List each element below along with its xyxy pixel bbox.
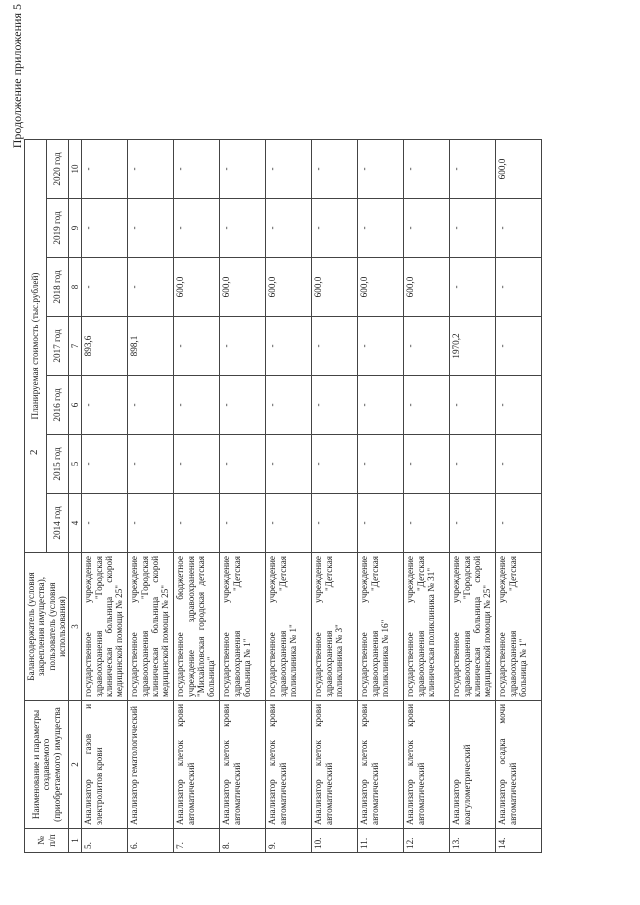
- balance-holder: государственное учреждение здравоохранения "Детская клиническая поликлиника № 31": [404, 553, 450, 701]
- item-name: Анализатор клеток крови автоматический: [266, 701, 312, 829]
- cost-value: -: [128, 199, 174, 258]
- header-year: 2018 год: [47, 258, 69, 317]
- cost-value: -: [450, 435, 496, 494]
- cost-value: -: [404, 494, 450, 553]
- property-table: [24, 139, 542, 853]
- cost-value: 600,0: [496, 140, 542, 199]
- cost-value: -: [174, 376, 220, 435]
- row-number: 10.: [312, 829, 358, 853]
- table-row: [82, 140, 128, 853]
- column-number: 1: [69, 829, 82, 853]
- table-row: [496, 140, 542, 853]
- header-year: 2015 год: [47, 435, 69, 494]
- balance-holder: государственное учреждение здравоохранения "Детская больница № 1": [496, 553, 542, 701]
- cost-value: -: [220, 376, 266, 435]
- cost-value: -: [128, 494, 174, 553]
- cost-value: -: [496, 258, 542, 317]
- header-year: 2017 год: [47, 317, 69, 376]
- column-number: 4: [69, 494, 82, 553]
- header-num: № п/п: [25, 829, 69, 853]
- cost-value: -: [358, 376, 404, 435]
- cost-value: -: [450, 376, 496, 435]
- cost-value: -: [450, 494, 496, 553]
- item-name: Анализатор газов и электролитов крови: [82, 701, 128, 829]
- cost-value: -: [220, 199, 266, 258]
- cost-value: 893,6: [82, 317, 128, 376]
- table-row: [266, 140, 312, 853]
- column-number: 8: [69, 258, 82, 317]
- row-number: 9.: [266, 829, 312, 853]
- table-row: [404, 140, 450, 853]
- cost-value: -: [174, 140, 220, 199]
- cost-value: -: [220, 317, 266, 376]
- header-year: 2019 год: [47, 199, 69, 258]
- balance-holder: государственное учреждение здравоохранения "Детская поликлиника № 3": [312, 553, 358, 701]
- cost-value: -: [358, 140, 404, 199]
- cost-value: -: [82, 435, 128, 494]
- header-year: 2016 год: [47, 376, 69, 435]
- cost-value: -: [266, 140, 312, 199]
- cost-value: -: [312, 376, 358, 435]
- cost-value: -: [128, 140, 174, 199]
- cost-value: -: [496, 199, 542, 258]
- column-number: 3: [69, 553, 82, 701]
- cost-value: -: [266, 435, 312, 494]
- cost-value: 600,0: [266, 258, 312, 317]
- cost-value: -: [128, 376, 174, 435]
- balance-holder: государственное учреждение здравоохранения "Городская клиническая больница скорой медицинской помощи № 25": [450, 553, 496, 701]
- item-name: Анализатор клеток крови автоматический: [358, 701, 404, 829]
- cost-value: -: [266, 494, 312, 553]
- cost-value: -: [358, 435, 404, 494]
- column-numbers-row: [69, 140, 82, 853]
- balance-holder: государственное учреждение здравоохранения "Детская поликлиника № 1": [266, 553, 312, 701]
- cost-value: -: [82, 376, 128, 435]
- cost-value: -: [128, 258, 174, 317]
- header-year: 2020 год: [47, 140, 69, 199]
- cost-value: -: [312, 199, 358, 258]
- cost-value: -: [82, 258, 128, 317]
- cost-value: 600,0: [358, 258, 404, 317]
- header-holder: Балансодержатель (условия закрепления имущества), пользователь (условия использования): [25, 553, 69, 701]
- column-number: 7: [69, 317, 82, 376]
- cost-value: -: [266, 317, 312, 376]
- page-number: 2: [28, 449, 40, 455]
- column-number: 2: [69, 701, 82, 829]
- header-planned-cost: Планируемая стоимость (тыс.рублей): [25, 140, 47, 553]
- table-row: [312, 140, 358, 853]
- cost-value: 600,0: [312, 258, 358, 317]
- row-number: 13.: [450, 829, 496, 853]
- item-name: Анализатор клеток крови автоматический: [174, 701, 220, 829]
- cost-value: -: [82, 494, 128, 553]
- table-row: [450, 140, 496, 853]
- cost-value: -: [174, 494, 220, 553]
- balance-holder: государственное учреждение здравоохранения "Детская больница № 1": [220, 553, 266, 701]
- cost-value: -: [496, 494, 542, 553]
- row-number: 12.: [404, 829, 450, 853]
- item-name: Анализатор осадка мочи автоматический: [496, 701, 542, 829]
- cost-value: -: [404, 317, 450, 376]
- row-number: 6.: [128, 829, 174, 853]
- column-number: 10: [69, 140, 82, 199]
- cost-value: -: [312, 435, 358, 494]
- column-number: 6: [69, 376, 82, 435]
- item-name: Анализатор гематологический: [128, 701, 174, 829]
- cost-value: -: [128, 435, 174, 494]
- row-number: 14.: [496, 829, 542, 853]
- cost-value: -: [220, 494, 266, 553]
- cost-value: 1970,2: [450, 317, 496, 376]
- item-name: Анализатор клеток крови автоматический: [220, 701, 266, 829]
- cost-value: -: [450, 258, 496, 317]
- cost-value: -: [404, 140, 450, 199]
- cost-value: -: [220, 140, 266, 199]
- cost-value: -: [358, 199, 404, 258]
- item-name: Анализатор клеток крови автоматический: [404, 701, 450, 829]
- header-year: 2014 год: [47, 494, 69, 553]
- cost-value: -: [450, 140, 496, 199]
- cost-value: -: [358, 317, 404, 376]
- cost-value: -: [82, 199, 128, 258]
- table-row: [128, 140, 174, 853]
- cost-value: 898,1: [128, 317, 174, 376]
- row-number: 7.: [174, 829, 220, 853]
- cost-value: -: [312, 140, 358, 199]
- cost-value: -: [404, 376, 450, 435]
- cost-value: -: [312, 494, 358, 553]
- cost-value: -: [496, 376, 542, 435]
- column-number: 5: [69, 435, 82, 494]
- header-name: Наименование и параметры создаваемого (приобретаемого) имущества: [25, 701, 69, 829]
- cost-value: -: [496, 435, 542, 494]
- cost-value: -: [82, 140, 128, 199]
- cost-value: -: [450, 199, 496, 258]
- cost-value: -: [404, 199, 450, 258]
- item-name: Анализатор коагулометрический: [450, 701, 496, 829]
- row-number: 11.: [358, 829, 404, 853]
- cost-value: -: [174, 435, 220, 494]
- cost-value: -: [174, 317, 220, 376]
- cost-value: -: [404, 435, 450, 494]
- cost-value: 600,0: [220, 258, 266, 317]
- row-number: 8.: [220, 829, 266, 853]
- cost-value: 600,0: [174, 258, 220, 317]
- cost-value: -: [266, 199, 312, 258]
- column-number: 9: [69, 199, 82, 258]
- cost-value: -: [496, 317, 542, 376]
- balance-holder: государственное учреждение здравоохранения "Детская поликлиника № 16": [358, 553, 404, 701]
- table-row: [220, 140, 266, 853]
- cost-value: -: [312, 317, 358, 376]
- cost-value: -: [174, 199, 220, 258]
- table-body: [82, 140, 542, 853]
- cost-value: -: [220, 435, 266, 494]
- row-number: 5.: [82, 829, 128, 853]
- balance-holder: государственное учреждение здравоохранения "Городская клиническая больница скорой медицинской помощи № 25": [82, 553, 128, 701]
- balance-holder: государственное учреждение здравоохранения "Городская клиническая больница скорой медицинской помощи № 25": [128, 553, 174, 701]
- table-row: [174, 140, 220, 853]
- continuation-label: Продолжение приложения 5: [10, 4, 24, 149]
- item-name: Анализатор клеток крови автоматический: [312, 701, 358, 829]
- cost-value: -: [358, 494, 404, 553]
- table-row: [358, 140, 404, 853]
- balance-holder: государственное бюджетное учреждение здравоохранения "Михайловская городская детская больница": [174, 553, 220, 701]
- cost-value: 600,0: [404, 258, 450, 317]
- cost-value: -: [266, 376, 312, 435]
